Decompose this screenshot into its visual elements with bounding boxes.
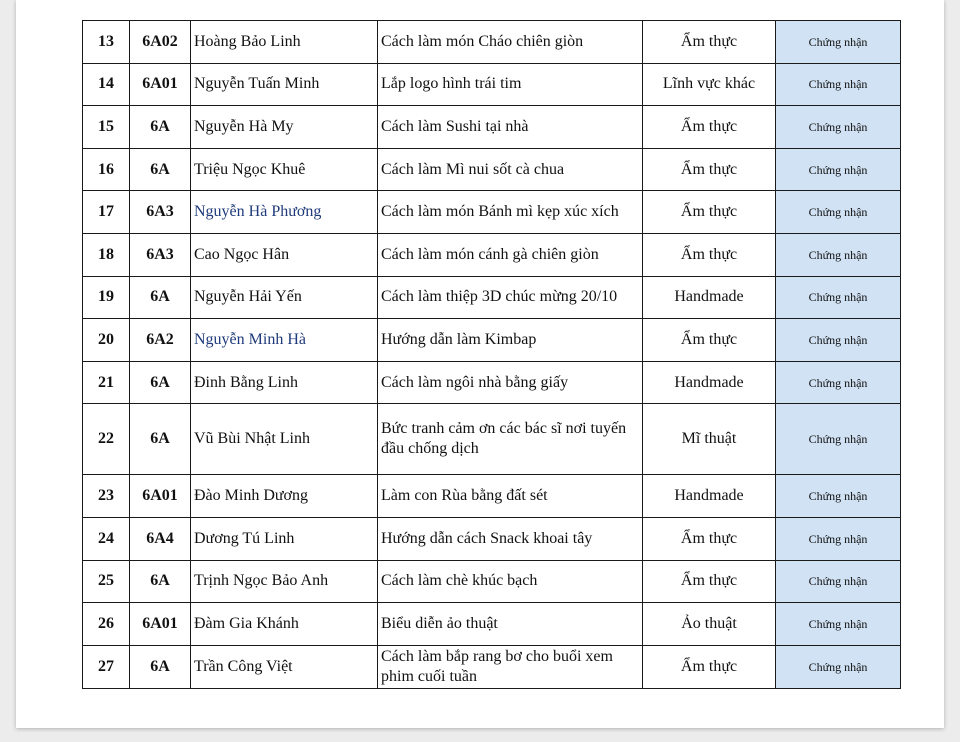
topic-cell: Biểu diễn ảo thuật bbox=[378, 603, 643, 646]
field-cell: Ẩm thực bbox=[643, 233, 776, 276]
student-name: Nguyễn Hà Phương bbox=[191, 191, 378, 234]
certificate-cell: Chứng nhận bbox=[776, 475, 901, 518]
field-cell: Handmade bbox=[643, 475, 776, 518]
class-cell: 6A01 bbox=[130, 475, 191, 518]
certificate-cell: Chứng nhận bbox=[776, 361, 901, 404]
class-cell: 6A3 bbox=[130, 233, 191, 276]
student-name: Nguyễn Tuấn Minh bbox=[191, 63, 378, 106]
certificate-cell: Chứng nhận bbox=[776, 21, 901, 64]
field-cell: Ảo thuật bbox=[643, 603, 776, 646]
certificate-cell: Chứng nhận bbox=[776, 276, 901, 319]
table-row bbox=[83, 106, 901, 149]
table-row bbox=[83, 645, 901, 688]
certificate-cell: Chứng nhận bbox=[776, 106, 901, 149]
certificate-cell: Chứng nhận bbox=[776, 645, 901, 688]
table-body bbox=[83, 21, 901, 689]
certificate-cell: Chứng nhận bbox=[776, 63, 901, 106]
class-cell: 6A01 bbox=[130, 63, 191, 106]
row-number: 20 bbox=[83, 319, 130, 362]
certificate-cell: Chứng nhận bbox=[776, 603, 901, 646]
field-cell: Ẩm thực bbox=[643, 645, 776, 688]
table-row bbox=[83, 560, 901, 603]
student-name: Đàm Gia Khánh bbox=[191, 603, 378, 646]
document-page bbox=[16, 0, 944, 728]
topic-cell: Cách làm món Cháo chiên giòn bbox=[378, 21, 643, 64]
table-row bbox=[83, 21, 901, 64]
class-cell: 6A01 bbox=[130, 603, 191, 646]
field-cell: Handmade bbox=[643, 361, 776, 404]
topic-cell: Cách làm Sushi tại nhà bbox=[378, 106, 643, 149]
topic-cell: Hướng dẫn làm Kimbap bbox=[378, 319, 643, 362]
topic-cell: Cách làm ngôi nhà bằng giấy bbox=[378, 361, 643, 404]
student-name: Nguyễn Minh Hà bbox=[191, 319, 378, 362]
row-number: 21 bbox=[83, 361, 130, 404]
topic-cell: Cách làm chè khúc bạch bbox=[378, 560, 643, 603]
row-number: 27 bbox=[83, 645, 130, 688]
row-number: 13 bbox=[83, 21, 130, 64]
student-name: Cao Ngọc Hân bbox=[191, 233, 378, 276]
class-cell: 6A bbox=[130, 148, 191, 191]
topic-cell: Cách làm bắp rang bơ cho buổi xem phim cuối tuần bbox=[378, 645, 643, 688]
field-cell: Ẩm thực bbox=[643, 560, 776, 603]
class-cell: 6A bbox=[130, 361, 191, 404]
topic-cell: Cách làm thiệp 3D chúc mừng 20/10 bbox=[378, 276, 643, 319]
table-row bbox=[83, 517, 901, 560]
row-number: 23 bbox=[83, 475, 130, 518]
class-cell: 6A bbox=[130, 276, 191, 319]
class-cell: 6A02 bbox=[130, 21, 191, 64]
class-cell: 6A bbox=[130, 404, 191, 475]
row-number: 18 bbox=[83, 233, 130, 276]
class-cell: 6A3 bbox=[130, 191, 191, 234]
topic-cell: Cách làm món cánh gà chiên giòn bbox=[378, 233, 643, 276]
row-number: 14 bbox=[83, 63, 130, 106]
student-name: Hoàng Bảo Linh bbox=[191, 21, 378, 64]
topic-cell: Cách làm món Bánh mì kẹp xúc xích bbox=[378, 191, 643, 234]
row-number: 16 bbox=[83, 148, 130, 191]
class-cell: 6A bbox=[130, 645, 191, 688]
certificate-cell: Chứng nhận bbox=[776, 233, 901, 276]
certificate-cell: Chứng nhận bbox=[776, 148, 901, 191]
student-name: Dương Tú Linh bbox=[191, 517, 378, 560]
row-number: 17 bbox=[83, 191, 130, 234]
table-row bbox=[83, 603, 901, 646]
table-row bbox=[83, 475, 901, 518]
row-number: 26 bbox=[83, 603, 130, 646]
row-number: 15 bbox=[83, 106, 130, 149]
row-number: 25 bbox=[83, 560, 130, 603]
field-cell: Handmade bbox=[643, 276, 776, 319]
field-cell: Ẩm thực bbox=[643, 319, 776, 362]
certificate-cell: Chứng nhận bbox=[776, 560, 901, 603]
field-cell: Ẩm thực bbox=[643, 106, 776, 149]
table-row bbox=[83, 276, 901, 319]
table-row bbox=[83, 319, 901, 362]
field-cell: Lĩnh vực khác bbox=[643, 63, 776, 106]
class-cell: 6A4 bbox=[130, 517, 191, 560]
field-cell: Ẩm thực bbox=[643, 191, 776, 234]
topic-cell: Lắp logo hình trái tim bbox=[378, 63, 643, 106]
table-row bbox=[83, 404, 901, 475]
table-row bbox=[83, 191, 901, 234]
class-cell: 6A bbox=[130, 106, 191, 149]
class-cell: 6A bbox=[130, 560, 191, 603]
topic-cell: Làm con Rùa bằng đất sét bbox=[378, 475, 643, 518]
row-number: 19 bbox=[83, 276, 130, 319]
field-cell: Ẩm thực bbox=[643, 21, 776, 64]
class-cell: 6A2 bbox=[130, 319, 191, 362]
certificate-cell: Chứng nhận bbox=[776, 517, 901, 560]
student-name: Triệu Ngọc Khuê bbox=[191, 148, 378, 191]
row-number: 22 bbox=[83, 404, 130, 475]
student-name: Đào Minh Dương bbox=[191, 475, 378, 518]
field-cell: Mĩ thuật bbox=[643, 404, 776, 475]
student-table bbox=[82, 20, 901, 689]
field-cell: Ẩm thực bbox=[643, 517, 776, 560]
certificate-cell: Chứng nhận bbox=[776, 191, 901, 234]
table-row bbox=[83, 233, 901, 276]
table-row bbox=[83, 148, 901, 191]
table-row bbox=[83, 361, 901, 404]
student-name: Trịnh Ngọc Bảo Anh bbox=[191, 560, 378, 603]
certificate-cell: Chứng nhận bbox=[776, 319, 901, 362]
student-name: Đinh Bằng Linh bbox=[191, 361, 378, 404]
topic-cell: Cách làm Mì nui sốt cà chua bbox=[378, 148, 643, 191]
topic-cell: Hướng dẫn cách Snack khoai tây bbox=[378, 517, 643, 560]
student-name: Nguyễn Hải Yến bbox=[191, 276, 378, 319]
student-name: Nguyễn Hà My bbox=[191, 106, 378, 149]
table-row bbox=[83, 63, 901, 106]
student-name: Trần Công Việt bbox=[191, 645, 378, 688]
field-cell: Ẩm thực bbox=[643, 148, 776, 191]
student-name: Vũ Bùi Nhật Linh bbox=[191, 404, 378, 475]
certificate-cell: Chứng nhận bbox=[776, 404, 901, 475]
topic-cell: Bức tranh cảm ơn các bác sĩ nơi tuyến đầu chống dịch bbox=[378, 404, 643, 475]
row-number: 24 bbox=[83, 517, 130, 560]
